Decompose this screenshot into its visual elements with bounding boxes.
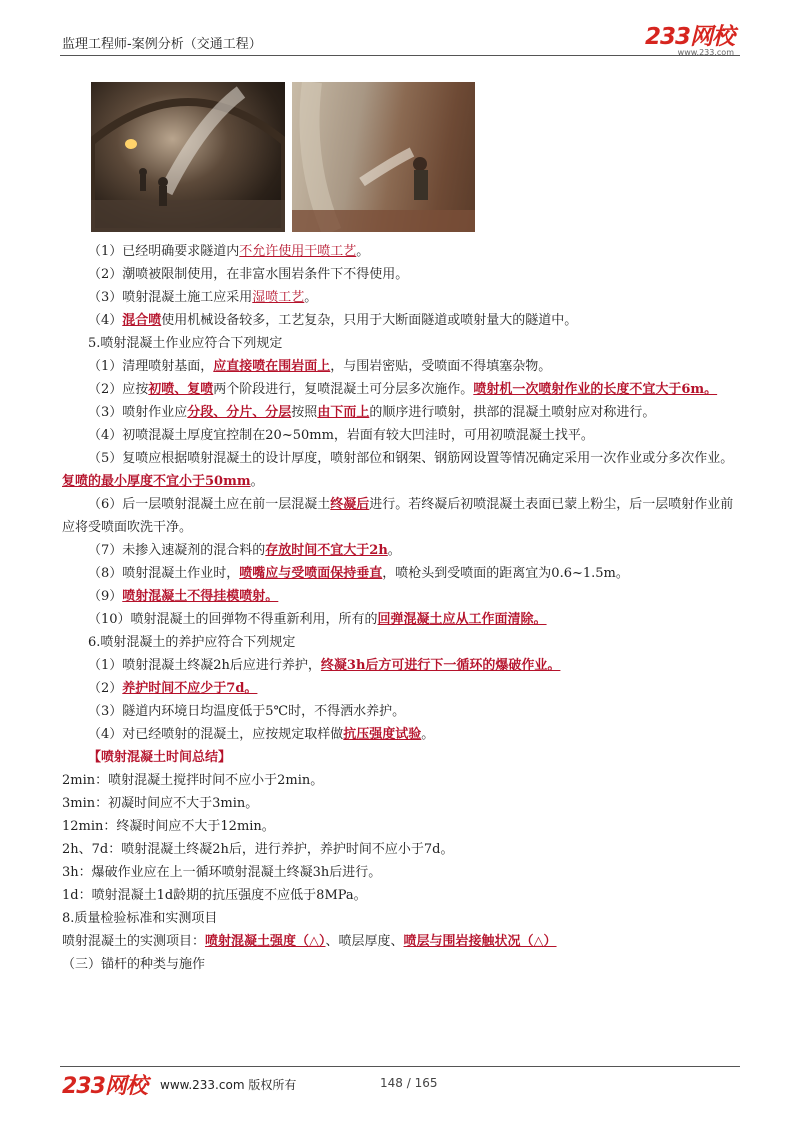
highlight: 抗压强度试验 bbox=[343, 727, 422, 742]
summary-line-4: 2h、7d：喷射混凝土终凝2h后，进行养护，养护时间不应小于7d。 bbox=[62, 842, 454, 857]
summary-line-2: 3min：初凝时间应不大于3min。 bbox=[62, 796, 259, 811]
document-body bbox=[62, 240, 742, 976]
text: （5）复喷应根据喷射混凝土的设计厚度，喷射部位和钢架、钢筋网设置等情况确定采用一次作业或分多次作业。 bbox=[88, 451, 734, 466]
section-6-heading: 6.喷射混凝土的养护应符合下列规定 bbox=[88, 635, 296, 650]
brand-logo bbox=[645, 18, 734, 57]
highlight: 复喷的最小厚度不宜小于50mm bbox=[62, 474, 251, 489]
highlight: 养护时间不应少于7d。 bbox=[122, 681, 258, 696]
text: （2） bbox=[88, 681, 123, 696]
highlight: 喷射机一次喷射作业的长度不宜大于6m。 bbox=[473, 382, 718, 397]
highlight: 不允许使用干喷工艺 bbox=[239, 244, 357, 259]
s6-item-4 bbox=[62, 723, 742, 746]
para-4 bbox=[62, 309, 742, 332]
s5-item-6 bbox=[62, 493, 742, 539]
highlight: 由下而上 bbox=[317, 405, 370, 420]
s6-item-3: （3）隧道内环境日均温度低于5℃时，不得洒水养护。 bbox=[88, 704, 406, 719]
text: （10）喷射混凝土的回弹物不得重新利用，所有的 bbox=[88, 612, 378, 627]
highlight: 喷射混凝土不得挂模喷射。 bbox=[122, 589, 279, 604]
highlight: 存放时间不宜大于2h bbox=[265, 543, 388, 558]
header-title: 监理工程师-案例分析（交通工程） bbox=[62, 37, 262, 52]
s5-item-10 bbox=[62, 608, 742, 631]
highlight: 应直接喷在围岩面上 bbox=[213, 359, 331, 374]
text: （4） bbox=[88, 313, 123, 328]
logo-text: 233网校 bbox=[644, 24, 734, 50]
text: （3）喷射作业应 bbox=[88, 405, 188, 420]
logo-url: www.233.com bbox=[677, 48, 734, 57]
s5-item-2 bbox=[62, 378, 742, 401]
s8-items bbox=[62, 930, 742, 953]
text: 喷射混凝土的实测项目： bbox=[62, 934, 206, 949]
tunnel-spraying-photo-left bbox=[91, 82, 285, 232]
text: 。 bbox=[356, 244, 370, 259]
text: （7）未掺入速凝剂的混合料的 bbox=[88, 543, 266, 558]
summary-line-5: 3h：爆破作业应在上一循环喷射混凝土终凝3h后进行。 bbox=[62, 865, 382, 880]
para-1 bbox=[62, 240, 742, 263]
highlight: 回弹混凝土应从工作面清除。 bbox=[377, 612, 547, 627]
text: （8）喷射混凝土作业时， bbox=[88, 566, 240, 581]
summary-line-3: 12min：终凝时间应不大于12min。 bbox=[62, 819, 275, 834]
text: （9） bbox=[88, 589, 123, 604]
highlight: 喷嘴应与受喷面保持垂直 bbox=[239, 566, 383, 581]
s6-item-1 bbox=[62, 654, 742, 677]
s5-item-1 bbox=[62, 355, 742, 378]
s5-item-9 bbox=[62, 585, 742, 608]
section-8-heading: 8.质量检验标准和实测项目 bbox=[62, 911, 218, 926]
text: ，喷枪头到受喷面的距离宜为0.6~1.5m。 bbox=[382, 566, 629, 581]
s5-item-7 bbox=[62, 539, 742, 562]
summary-line-1: 2min：喷射混凝土搅拌时间不应小于2min。 bbox=[62, 773, 324, 788]
highlight: 湿喷工艺 bbox=[252, 290, 305, 305]
highlight: 初喷、复喷 bbox=[148, 382, 214, 397]
text: 。 bbox=[387, 543, 401, 558]
text: 的顺序进行喷射，拱部的混凝土喷射应对称进行。 bbox=[369, 405, 656, 420]
text: （4）对已经喷射的混凝土，应按规定取样做 bbox=[88, 727, 344, 742]
footer-copyright: www.233.com 版权所有 bbox=[160, 1078, 297, 1092]
text: ，与围岩密贴，受喷面不得填塞杂物。 bbox=[330, 359, 552, 374]
highlight: 终凝后 bbox=[330, 497, 370, 512]
para-3 bbox=[62, 286, 742, 309]
footer-logo: 233网校 bbox=[62, 1074, 147, 1099]
text: 使用机械设备较多，工艺复杂，只用于大断面隧道或喷射量大的隧道中。 bbox=[161, 313, 578, 328]
text: 进行。若终凝后初喷混凝土表面已蒙上粉尘，后一层喷射作业前应将受喷面吹洗干净。 bbox=[62, 497, 734, 535]
text: （6）后一层喷射混凝土应在前一层混凝土 bbox=[88, 497, 331, 512]
highlight: 喷层与围岩接触状况（△） bbox=[403, 934, 557, 949]
page-number: 148 / 165 bbox=[380, 1076, 438, 1090]
text: （3）喷射混凝土施工应采用 bbox=[88, 290, 253, 305]
tunnel-spraying-photo-right bbox=[292, 82, 475, 232]
text: 按照 bbox=[291, 405, 318, 420]
text: （1）喷射混凝土终凝2h后应进行养护， bbox=[88, 658, 321, 673]
s6-item-2 bbox=[62, 677, 742, 700]
section-5-heading: 5.喷射混凝土作业应符合下列规定 bbox=[88, 336, 283, 351]
highlight: 混合喷 bbox=[122, 313, 162, 328]
s5-item-5 bbox=[62, 447, 742, 493]
text: 。 bbox=[304, 290, 318, 305]
para-2: （2）潮喷被限制使用，在非富水围岩条件下不得使用。 bbox=[88, 267, 409, 282]
summary-line-6: 1d：喷射混凝土1d龄期的抗压强度不应低于8MPa。 bbox=[62, 888, 367, 903]
s5-item-3 bbox=[62, 401, 742, 424]
highlight: 终凝3h后方可进行下一循环的爆破作业。 bbox=[320, 658, 561, 673]
highlight: 喷射混凝土强度（△） bbox=[205, 934, 326, 949]
section-3-heading: （三）锚杆的种类与施作 bbox=[62, 957, 206, 972]
text: （1）已经明确要求隧道内 bbox=[88, 244, 240, 259]
s5-item-4: （4）初喷混凝土厚度宜控制在20~50mm，岩面有较大凹洼时，可用初喷混凝土找平。 bbox=[88, 428, 594, 443]
footer-divider bbox=[60, 1066, 740, 1067]
text: （1）清理喷射基面， bbox=[88, 359, 214, 374]
text: 两个阶段进行，复喷混凝土可分层多次施作。 bbox=[213, 382, 474, 397]
text: （2）应按 bbox=[88, 382, 149, 397]
text: 。 bbox=[421, 727, 435, 742]
s5-item-8 bbox=[62, 562, 742, 585]
summary-box-title: 【喷射混凝土时间总结】 bbox=[88, 750, 232, 765]
text: 。 bbox=[250, 474, 264, 489]
text: 、喷层厚度、 bbox=[325, 934, 404, 949]
highlight: 分段、分片、分层 bbox=[187, 405, 292, 420]
header-divider bbox=[60, 55, 740, 56]
